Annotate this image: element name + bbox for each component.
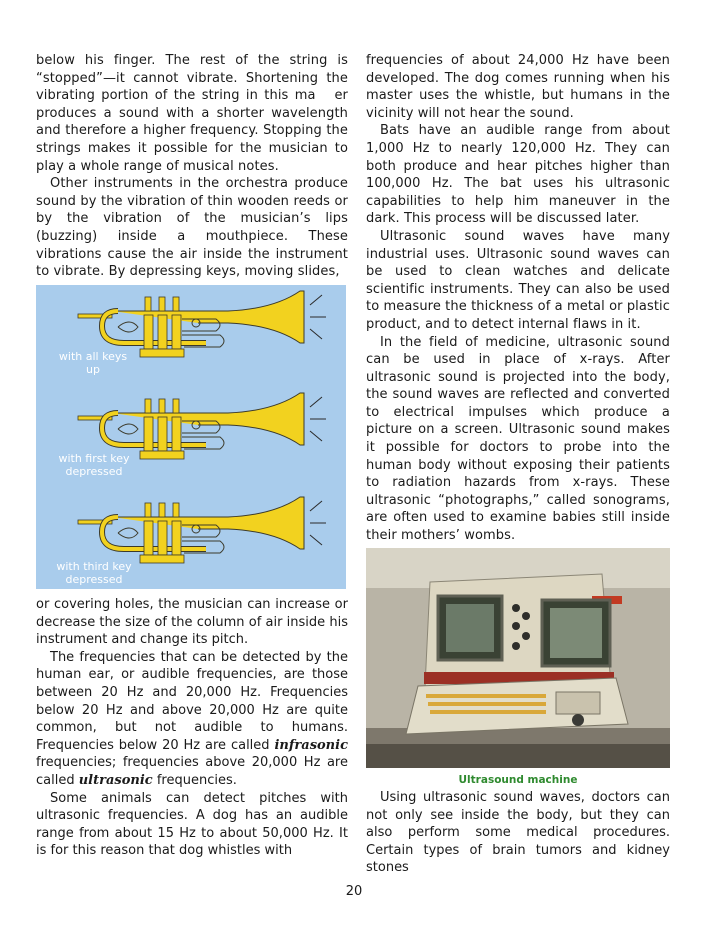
p4-text-b: frequencies; frequencies above 20,000 Hz are called <box>36 755 348 788</box>
trumpet-diagram <box>36 285 346 589</box>
left-column <box>36 52 348 281</box>
left-paragraph-1: below his finger. The rest of the string is “stopped”—it cannot vibrate. Shortening the vibrating portion of the string in this ma er produces a sound with a shorter wavelength and therefore a higher frequency. Stopping the strings makes it possible for the musician to play a whole range of musical notes. <box>36 53 348 174</box>
label-first-key: with first key depressed <box>58 452 130 478</box>
p4-text-c: frequencies. <box>152 772 237 788</box>
right-column-lower <box>366 789 670 877</box>
ultrasound-machine-photo <box>366 548 670 768</box>
trumpet-all-keys-up <box>78 291 304 357</box>
left-column-lower <box>36 596 348 860</box>
page-number: 20 <box>345 884 363 899</box>
right-column <box>366 52 670 545</box>
left-paragraph-2: Other instruments in the orchestra produce sound by the vibration of thin wooden reeds or by the vibration of the musician’s lips (buzzing) inside a mouthpiece. These vibrations cause the air inside the instrument to vibrate. By depressing keys, moving slides, <box>36 176 348 280</box>
left-paragraph-3: or covering holes, the musician can increase or decrease the size of the column of air inside his instrument and change its pitch. <box>36 597 348 648</box>
ultrasound-machine-illustration <box>366 548 670 768</box>
photo-caption: Ultrasound machine <box>458 774 578 786</box>
sound-arrows-2 <box>310 397 326 441</box>
left-paragraph-5: Some animals can detect pitches with ultrasonic frequencies. A dog has an audible range from about 15 Hz to about 50,000 Hz. It is for this reason that dog whistles with <box>36 790 348 859</box>
trumpet-third-key <box>78 497 304 563</box>
sound-arrows-1 <box>310 295 326 339</box>
right-paragraph-2: Bats have an audible range from about 1,000 Hz to nearly 120,000 Hz. They can both produce and hear pitches higher than 100,000 Hz. The bat uses his ultrasonic capabilities to help him maneuver in the dark. This process will be discussed later. <box>366 123 670 227</box>
term-ultrasonic: ultrasonic <box>78 772 153 788</box>
right-paragraph-4: In the field of medicine, ultrasonic sound can be used in place of x-rays. After ultrasonic sound is projected into the body, the sound waves are reflected and converted to electrical impulses which produce a picture on a screen. Ultrasonic sound makes it possible for doctors to probe into the human body without exposing their patients to radiation hazards from x-rays. These ultrasonic “photographs,” called sonograms, are often used to examine babies still inside their mothers’ wombs. <box>366 334 670 544</box>
right-paragraph-5: Using ultrasonic sound waves, doctors can not only see inside the body, but they can also perform some medical procedures. Certain types of brain tumors and kidney stones <box>366 790 670 876</box>
sound-arrows-3 <box>310 501 326 545</box>
left-paragraph-4 <box>36 649 348 790</box>
label-all-keys-up: with all keys up <box>58 350 128 376</box>
p4-text-a: The frequencies that can be detected by the human ear, or audible frequencies, are those between 20 Hz and 20,000 Hz. Frequencies below 20 Hz and above 20,000 Hz are quite common, but not audible to humans. Frequencies below 20 Hz are called <box>36 649 348 753</box>
term-infrasonic: infrasonic <box>274 737 348 753</box>
trumpet-figure <box>36 285 346 589</box>
trumpet-first-key <box>78 393 304 459</box>
right-paragraph-3: Ultrasonic sound waves have many industrial uses. Ultrasonic sound waves can be used to clean watches and delicate scientific instruments. They can also be used to measure the thickness of a metal or plastic product, and to detect internal flaws in it. <box>366 228 670 332</box>
right-paragraph-1: frequencies of about 24,000 Hz have been developed. The dog comes running when his master uses the whistle, but humans in the vicinity will not hear the sound. <box>366 53 670 121</box>
label-third-key: with third key depressed <box>56 560 132 586</box>
